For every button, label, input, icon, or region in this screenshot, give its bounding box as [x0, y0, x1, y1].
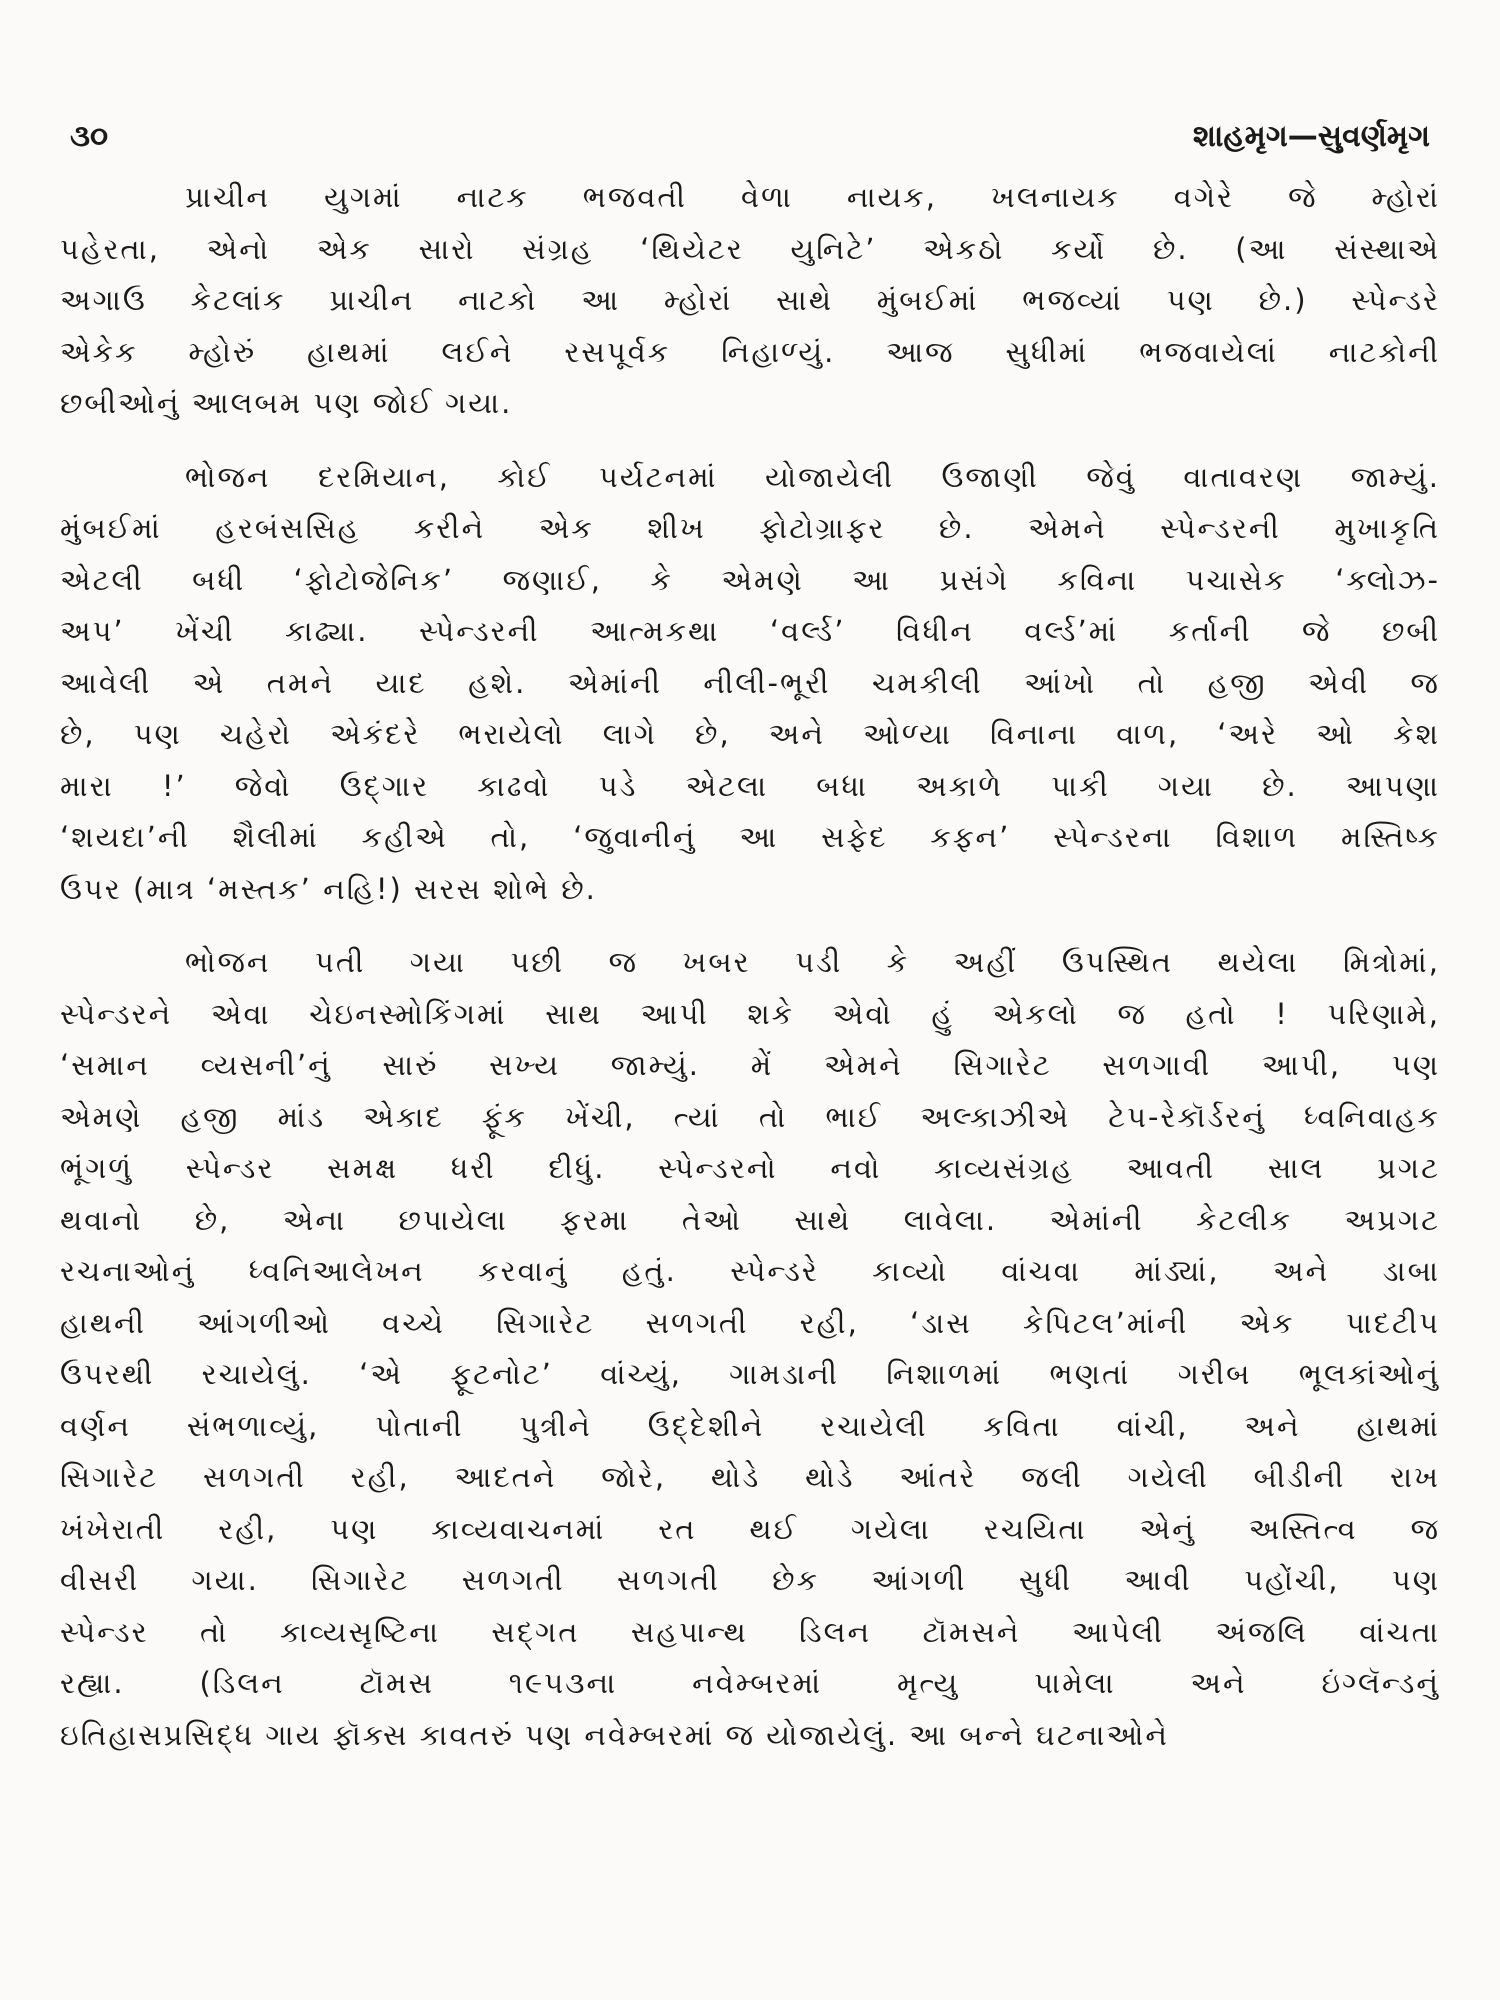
page-body — [60, 172, 1440, 1761]
text-line: એમણે હજી માંડ એકાદ ફૂંક ખેંચી, ત્યાં તો ભાઈ અલ્કાઝીએ ટેપ-રેકૉર્ડરનું ધ્વનિવાહક — [60, 1099, 1440, 1134]
text-line: હાથની આંગળીઓ વચ્ચે સિગારેટ સળગતી રહી, ‘ડાસ કેપિટલ’માંની એક પાદટીપ — [60, 1305, 1440, 1340]
text-line: ‘શયદા’ની શૈલીમાં કહીએ તો, ‘જુવાનીનું આ સફેદ કફન’ સ્પેન્ડરના વિશાળ મસ્તિષ્ક — [60, 820, 1440, 854]
text-line: એકેક મ્હોરું હાથમાં લઈને રસપૂર્વક નિહાળ્યું. આજ સુધીમાં ભજવાયેલાં નાટકોની — [60, 334, 1440, 369]
text-line: મુંબઈમાં હરબંસસિહ કરીને એક શીખ ફોટોગ્રાફર છે. એમને સ્પેન્ડરની મુખાકૃતિ — [60, 511, 1440, 545]
text-line: થવાનો છે, એના છપાયેલા ફરમા તેઓ સાથે લાવેલા. એમાંની કેટલીક અપ્રગટ — [60, 1202, 1440, 1237]
text-line: મારા !’ જેવો ઉદ્ગાર કાઢવો પડે એટલા બધા અકાળે પાકી ગયા છે. આપણા — [60, 768, 1440, 803]
text-line: પહેરતા, એનો એક સારો સંગ્રહ ‘થિયેટર યુનિટે’ એકઠો કર્યો છે. (આ સંસ્થાએ — [60, 231, 1440, 266]
text-line: છબીઓનું આલબમ પણ જોઈ ગયા. — [60, 386, 513, 420]
text-line: ભોજન પતી ગયા પછી જ ખબર પડી કે અહીં ઉપસ્થિત થયેલા મિત્રોમાં, — [185, 945, 1440, 979]
text-line: સિગારેટ સળગતી રહી, આદતને જોરે, થોડે થોડે આંતરે જલી ગયેલી બીડીની રાખ — [60, 1460, 1440, 1494]
text-line: પ્રાચીન યુગમાં નાટક ભજવતી વેળા નાયક, ખલનાયક વગેરે જે મ્હોરાં — [185, 180, 1440, 214]
text-line: છે, પણ ચહેરો એકંદરે ભરાયેલો લાગે છે, અને ઓળ્યા વિનાના વાળ, ‘અરે ઓ કેશ — [60, 717, 1440, 751]
text-line: વર્ણન સંભળાવ્યું, પોતાની પુત્રીને ઉદ્દેશીને રચાયેલી કવિતા વાંચી, અને હાથમાં — [60, 1408, 1440, 1443]
text-line: ખંખેરાતી રહી, પણ કાવ્યવાચનમાં રત થઈ ગયેલા રચયિતા એનું અસ્તિત્વ જ — [60, 1511, 1440, 1546]
text-line: અપ’ ખેંચી કાઢ્યા. સ્પેન્ડરની આત્મકથા ‘વર્લ્ડ’ વિધીન વર્લ્ડ’માં કર્તાની જે છબી — [60, 614, 1440, 648]
text-line: એટલી બધી ‘ફોટોજેનિક’ જણાઈ, કે એમણે આ પ્રસંગે કવિના પચાસેક ‘ક્લોઝ- — [60, 562, 1440, 597]
text-line: સ્પેન્ડર તો કાવ્યસૃષ્ટિના સદ્ગત સહપાન્થ ડિલન ટૉમસને આપેલી અંજલિ વાંચતા — [60, 1614, 1440, 1649]
text-line: ઇતિહાસપ્રસિદ્ધ ગાય ફૉક્સ કાવતરું પણ નવેમ્બરમાં જ યોજાયેલું. આ બન્ને ઘટનાઓને — [60, 1717, 1170, 1752]
text-line: રહ્યા. (ડિલન ટૉમસ ૧૯૫૩ના નવેમ્બરમાં મૃત્યુ પામેલા અને ઇંગ્લૅન્ડનું — [60, 1666, 1440, 1700]
text-line: ‘સમાન વ્યસની’નું સારું સખ્ય જામ્યું. મેં એમને સિગારેટ સળગાવી આપી, પણ — [60, 1048, 1440, 1082]
text-line: ભોજન દરમિયાન, કોઈ પર્યટનમાં યોજાયેલી ઉજાણી જેવું વાતાવરણ જામ્યું. — [185, 459, 1440, 494]
paragraph — [60, 452, 1440, 916]
paragraph — [60, 172, 1440, 430]
running-header — [60, 90, 1440, 154]
running-title: શાહમૃગ—સુવર્ણમૃગ — [1192, 119, 1430, 154]
text-line: રચનાઓનું ધ્વનિઆલેખન કરવાનું હતું. સ્પેન્ડરે કાવ્યો વાંચવા માંડ્યાં, અને ડાબા — [60, 1254, 1440, 1288]
text-line: સ્પેન્ડરને એવા ચેઇનસ્મોકિંગમાં સાથ આપી શકે એવો હું એકલો જ હતો ! પરિણામે, — [60, 996, 1440, 1031]
text-line: ઉપરથી રચાયેલું. ‘એ ફૂટનોટ’ વાંચ્યું, ગામડાની નિશાળમાં ભણતાં ગરીબ ભૂલકાંઓનું — [60, 1357, 1440, 1391]
page-number: ૩૦ — [70, 119, 109, 154]
text-line: વીસરી ગયા. સિગારેટ સળગતી સળગતી છેક આંગળી સુધી આવી પહોંચી, પણ — [60, 1563, 1440, 1597]
text-line: આવેલી એ તમને યાદ હશે. એમાંની નીલી-ભૂરી ચમકીલી આંખો તો હજી એવી જ — [60, 665, 1440, 700]
paragraph — [60, 937, 1440, 1761]
text-line: ભૂંગળું સ્પેન્ડર સમક્ષ ધરી દીધું. સ્પેન્ડરનો નવો કાવ્યસંગ્રહ આવતી સાલ પ્રગટ — [60, 1151, 1440, 1185]
text-line: અગાઉ કેટલાંક પ્રાચીન નાટકો આ મ્હોરાં સાથે મુંબઈમાં ભજવ્યાં પણ છે.) સ્પેન્ડરે — [60, 283, 1440, 317]
text-line: ઉપર (માત્ર ‘મસ્તક’ નહિ!) સરસ શોભે છે. — [60, 871, 597, 906]
